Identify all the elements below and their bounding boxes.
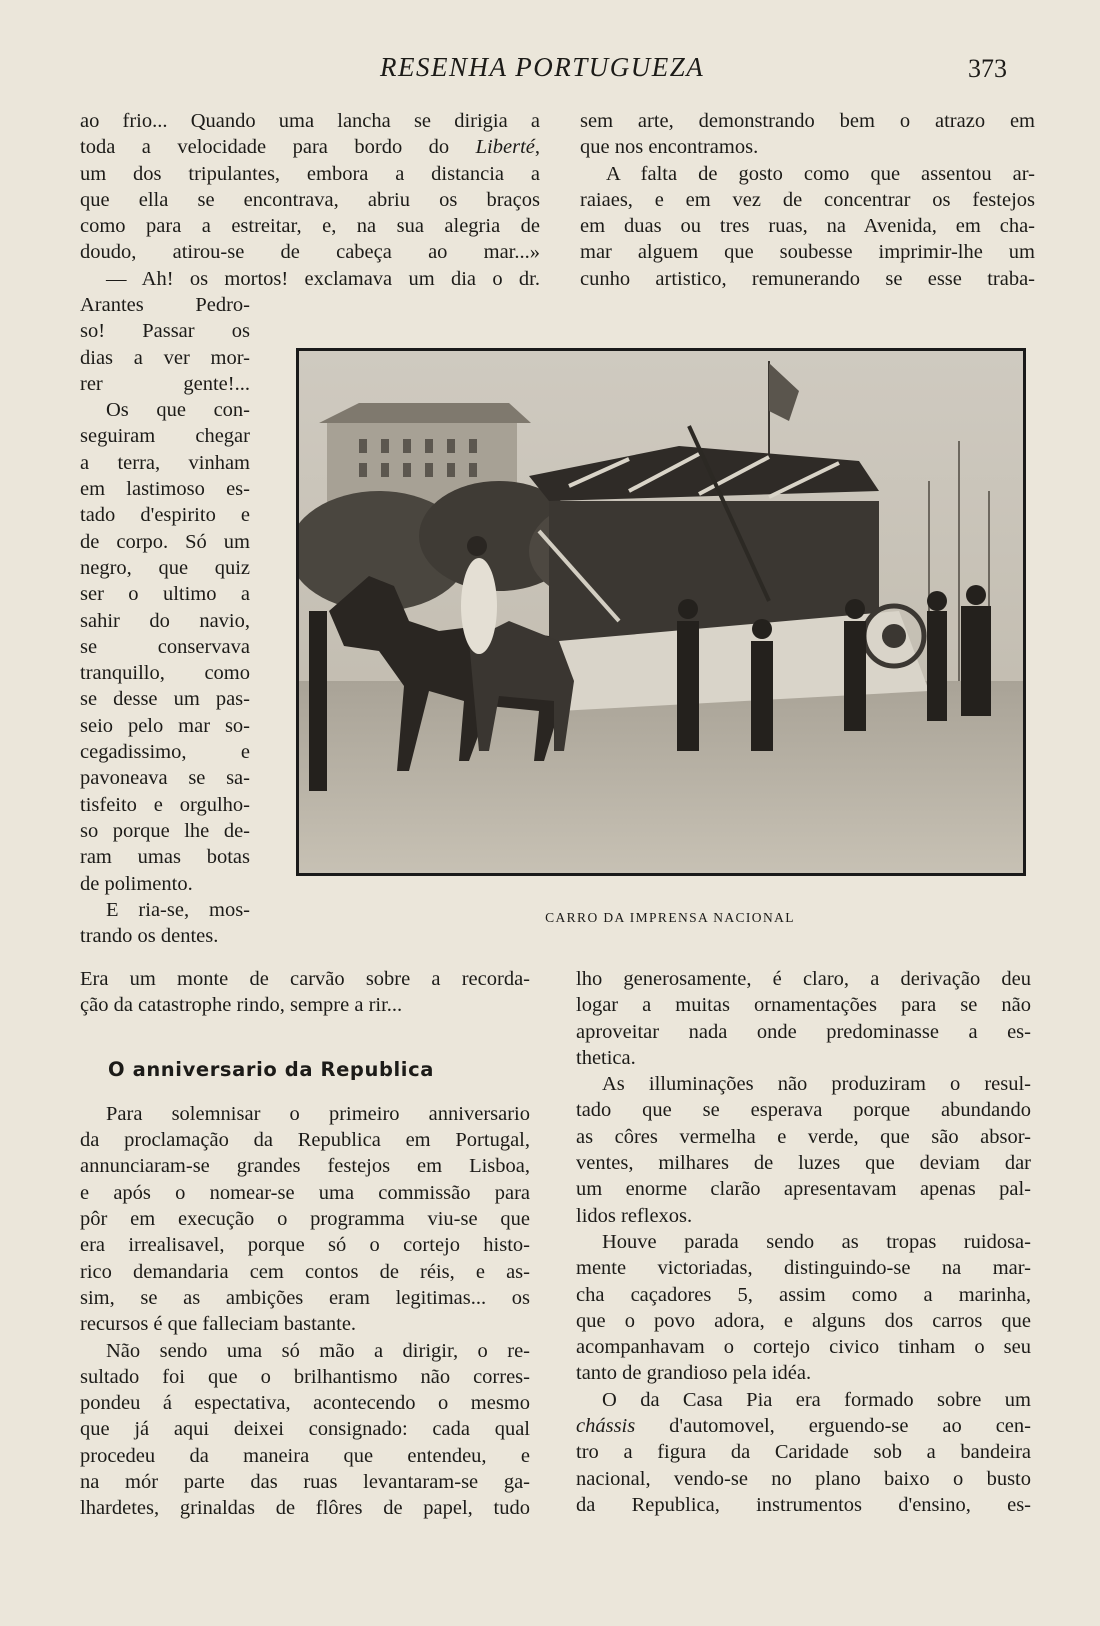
- text-line: lho generosamente, é claro, a derivação deu: [576, 968, 1031, 990]
- text-line: raiaes, e em vez de concentrar os festejos: [580, 188, 1035, 211]
- text-line: ao frio... Quando uma lancha se dirigia a: [80, 110, 540, 132]
- column-left-bottom: [80, 966, 530, 1522]
- section-title: O anniversario da Republica: [108, 1057, 435, 1081]
- text-line: um dos tripulantes, embora a distancia a: [80, 162, 540, 185]
- text-line: da proclamação da Republica em Portugal,: [80, 1129, 530, 1152]
- text-line: tado d'espirito e: [80, 504, 250, 527]
- text-line: annunciaram-se grandes festejos em Lisboa,: [80, 1155, 530, 1178]
- text-line: trando os dentes.: [80, 925, 219, 948]
- text-line: um enorme clarão apresentavam apenas pal-: [576, 1178, 1031, 1201]
- running-title: RESENHA PORTUGUEZA: [380, 52, 705, 82]
- photo-caption: CARRO DA IMPRENSA NACIONAL: [545, 910, 795, 925]
- column-right-bottom: [576, 966, 1031, 1518]
- text-fragment: d'automovel, erguendo-se ao cen-: [635, 1415, 1031, 1438]
- ship-name: Liberté: [475, 136, 535, 159]
- text-line: Para solemnisar o primeiro anniversario: [106, 1102, 530, 1125]
- text-line: era irrealisavel, porque só o cortejo histo-: [80, 1234, 530, 1257]
- parade-float-photograph: [296, 348, 1026, 876]
- text-line: tranquillo, como: [80, 662, 250, 685]
- text-fragment: toda a velocidade para bordo do: [80, 136, 476, 159]
- text-line: Houve parada sendo as tropas ruidosa-: [602, 1230, 1031, 1253]
- text-line: que já aqui deixei consignado: cada qual: [80, 1418, 530, 1441]
- text-line: cunho artistico, remunerando se esse traba-: [580, 267, 1035, 290]
- text-line: rico demandaria cem contos de réis, e as-: [80, 1260, 530, 1283]
- text-line: cegadissimo, e: [80, 741, 250, 764]
- text-line: se desse um pas-: [80, 688, 250, 711]
- text-line: lhardetes, grinaldas de flôres de papel, tudo: [80, 1497, 530, 1520]
- text-line: acompanhavam o cortejo civico tinham o seu: [576, 1336, 1031, 1359]
- text-line: rer gente!...: [80, 372, 250, 395]
- text-line: Não sendo uma só mão a dirigir, o re-: [106, 1339, 530, 1362]
- text-line: doudo, atirou-se de cabeça ao mar...»: [80, 241, 540, 264]
- text-line: que o povo adora, e alguns dos carros que: [576, 1309, 1031, 1332]
- text-line: tado que se esperava porque abundando: [576, 1099, 1031, 1122]
- column-top-left: [80, 108, 540, 292]
- text-line: tisfeito e orgulho-: [80, 793, 250, 816]
- text-line: que nos encontramos.: [580, 136, 759, 159]
- text-line: so! Passar os: [80, 320, 250, 343]
- column-narrow: [80, 292, 250, 949]
- text-line: recursos é que falleciam bastante.: [80, 1313, 357, 1336]
- text-line: tanto de grandioso pela idéa.: [576, 1362, 812, 1385]
- text-line: Os que con-: [106, 399, 250, 422]
- text-line: pavoneava se sa-: [80, 767, 250, 790]
- text-line: da Republica, instrumentos d'ensino, es-: [576, 1493, 1031, 1516]
- text-line: so porque lhe de-: [80, 819, 250, 842]
- text-line: em duas ou tres ruas, na Avenida, em cha-: [580, 215, 1035, 238]
- text-line: a terra, vinham: [80, 451, 250, 474]
- text-line: O da Casa Pia era formado sobre um: [602, 1388, 1031, 1411]
- text-line: dias a ver mor-: [80, 346, 250, 369]
- text-line: As illuminações não produziram o resul-: [602, 1073, 1031, 1096]
- text-line: E ria-se, mos-: [106, 898, 250, 921]
- text-line: que ella se encontrava, abriu os braços: [80, 188, 540, 211]
- text-line: procedeu da maneira que entendeu, e: [80, 1444, 530, 1467]
- text-line: lidos reflexos.: [576, 1204, 693, 1227]
- text-line: pôr em execução o programma viu-se que: [80, 1208, 530, 1231]
- text-line: em lastimoso es-: [80, 478, 250, 501]
- text-line: A falta de gosto como que assentou ar-: [606, 162, 1035, 185]
- text-line: sem arte, demonstrando bem o atrazo em: [580, 110, 1035, 132]
- photograph-illustration: [299, 351, 1023, 873]
- text-line: toda a velocidade para bordo do Liberté,: [80, 136, 540, 159]
- text-line: Arantes Pedro-: [80, 294, 250, 316]
- text-line: nacional, vendo-se no plano baixo o busto: [576, 1467, 1031, 1490]
- text-line: thetica.: [576, 1046, 636, 1069]
- text-line: sultado foi que o brilhantismo não corres-: [80, 1365, 530, 1388]
- text-line: e após o nomear-se uma commissão para: [80, 1181, 530, 1204]
- text-line: sahir do navio,: [80, 609, 250, 632]
- text-line: sim, se as ambições eram legitimas... os: [80, 1286, 530, 1309]
- text-line: seio pelo mar so-: [80, 714, 250, 737]
- text-line: Era um monte de carvão sobre a recorda-: [80, 968, 530, 990]
- text-line: ção da catastrophe rindo, sempre a rir...: [80, 994, 403, 1017]
- text-line: cha caçadores 5, assim como a marinha,: [576, 1283, 1031, 1306]
- text-line: [576, 1413, 1031, 1439]
- text-line: ram umas botas: [80, 846, 250, 869]
- page-number: 373: [968, 54, 1007, 83]
- text-line: logar a muitas ornamentações para se não: [576, 994, 1031, 1017]
- italic-word: chássis: [576, 1415, 636, 1438]
- text-line: as côres vermelha e verde, que são absor-: [576, 1125, 1031, 1148]
- text-line: mente victoriadas, distinguindo-se na mar-: [576, 1257, 1031, 1280]
- text-line: aproveitar nada onde predominasse a es-: [576, 1020, 1031, 1043]
- text-line: pondeu á espectativa, acontecendo o mesmo: [80, 1392, 530, 1415]
- text-line: de polimento.: [80, 872, 193, 895]
- text-line: como para a estreitar, e, na sua alegria de: [80, 215, 540, 238]
- text-line: se conservava: [80, 635, 250, 658]
- text-line: de corpo. Só um: [80, 530, 250, 553]
- text-line: ventes, milhares de luzes que deviam dar: [576, 1152, 1031, 1175]
- text-line: tro a figura da Caridade sob a bandeira: [576, 1441, 1031, 1464]
- text-line: ser o ultimo a: [80, 583, 250, 606]
- text-line: na mór parte das ruas levantaram-se ga-: [80, 1471, 530, 1494]
- text-line: seguiram chegar: [80, 425, 250, 448]
- column-top-right: [580, 108, 1035, 292]
- text-line: — Ah! os mortos! exclamava um dia o dr.: [106, 267, 540, 290]
- text-line: negro, que quiz: [80, 556, 250, 579]
- text-line: mar alguem que soubesse imprimir-lhe um: [580, 241, 1035, 264]
